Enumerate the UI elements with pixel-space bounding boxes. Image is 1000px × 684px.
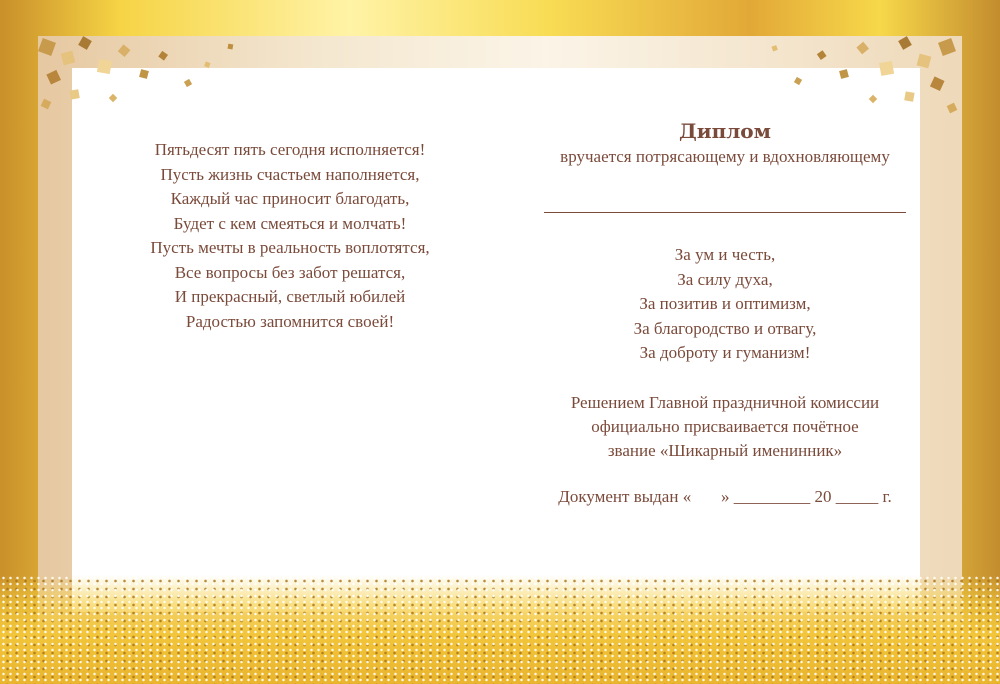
diploma-text: [520, 116, 930, 509]
merits-list: [520, 243, 930, 366]
poem-line: Будет с кем смеяться и молчать!: [173, 213, 407, 233]
poem-line: Пусть жизнь счастьем наполняется,: [160, 164, 420, 184]
merit-line: За силу духа,: [677, 269, 773, 289]
poem-line: Пусть мечты в реальность воплотятся,: [150, 238, 430, 257]
poem-line: Все вопросы без забот решатся,: [174, 262, 406, 282]
poem-line: Пятьдесят пять сегодня исполняется!: [154, 140, 426, 159]
merit-line: За доброту и гуманизм!: [639, 343, 811, 362]
recipient-name-line: [544, 212, 906, 213]
merit-line: За позитив и оптимизм,: [639, 294, 811, 313]
decision-line: Решением Главной праздничной комиссии: [570, 392, 880, 412]
poem-line: Каждый час приносит благодать,: [170, 189, 410, 208]
top-left-gold-cubes: [38, 36, 233, 109]
merit-line: За ум и честь,: [674, 245, 776, 264]
diploma-title: Диплом: [678, 119, 772, 143]
poem-line: И прекрасный, светлый юбилей: [174, 287, 406, 306]
decision-line: официально присваивается почётное: [591, 416, 859, 436]
decision-text: [520, 391, 930, 463]
diploma-subtitle: вручается потрясающему и вдохновляющему: [560, 147, 890, 166]
issued-date-line: Документ выдан « » _________ 20 _____ г.: [558, 486, 892, 506]
decision-line: звание «Шикарный именинник»: [607, 440, 843, 460]
poem-line: Радостью запомнится своей!: [185, 311, 395, 331]
merit-line: За благородство и отвагу,: [633, 318, 817, 338]
top-right-gold-cubes: [771, 36, 957, 113]
congratulation-poem: [110, 138, 470, 334]
